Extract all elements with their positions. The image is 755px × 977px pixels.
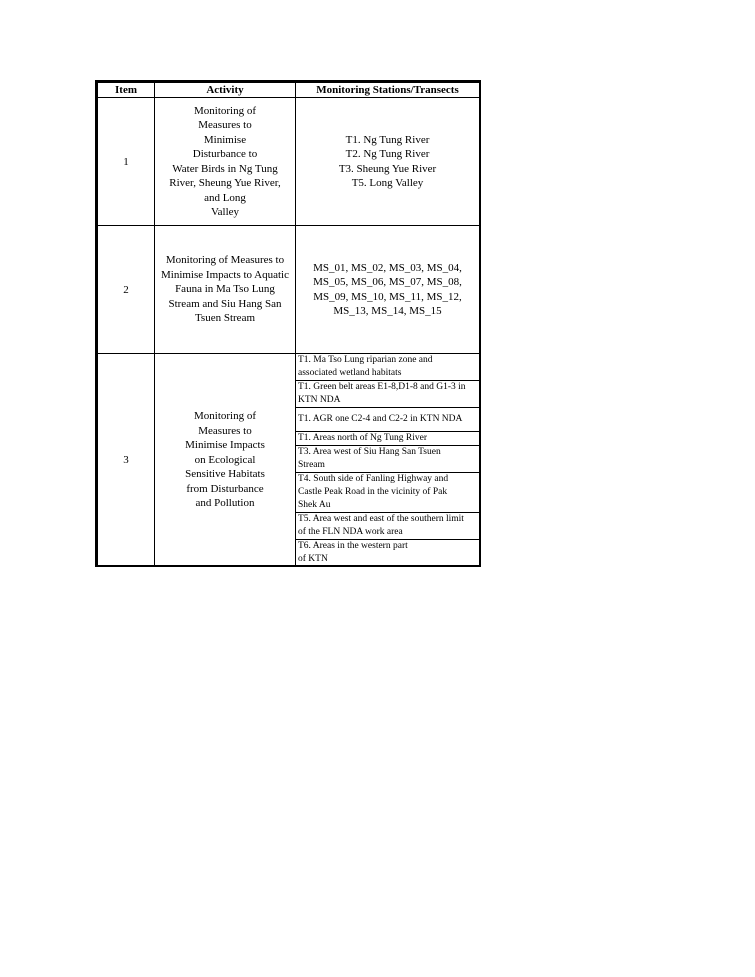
table-row	[98, 98, 480, 226]
activity-cell	[155, 226, 296, 354]
transect-line: T3. Area west of Siu Hang San Tsuen	[298, 447, 441, 457]
stations-cell	[296, 226, 480, 354]
activity-line: and Pollution	[195, 497, 255, 510]
transect-entry	[296, 473, 479, 513]
activity-line: Disturbance to	[192, 148, 258, 160]
monitoring-table	[97, 82, 480, 567]
transect-line: of KTN	[298, 554, 328, 564]
transect-entry	[296, 513, 479, 540]
activity-line: Monitoring of	[193, 104, 257, 117]
stations-cell	[296, 98, 480, 226]
transect-entry	[296, 446, 479, 473]
transect-line: Stream	[298, 460, 325, 470]
station-line: T3. Sheung Yue River	[338, 162, 437, 175]
station-line: MS_01, MS_02, MS_03, MS_04,	[313, 261, 462, 274]
activity-line: Stream and Siu Hang San	[168, 297, 282, 310]
activity-line: Valley	[210, 206, 240, 218]
activity-line: from Disturbance	[186, 482, 264, 495]
transect-line: Castle Peak Road in the vicinity of Pak	[298, 487, 448, 497]
header-item: Item	[98, 83, 155, 98]
table-row	[98, 354, 480, 567]
header-stations: Monitoring Stations/Transects	[296, 83, 480, 98]
activity-line: Minimise Impacts	[185, 439, 265, 452]
station-line: T1. Ng Tung River	[345, 133, 430, 146]
transect-line: T4. South side of Fanling Highway and	[298, 474, 449, 484]
transect-line: Shek Au	[298, 500, 331, 510]
transect-line: T6. Areas in the western part	[298, 541, 408, 551]
transect-entry	[296, 540, 479, 566]
transect-entry	[296, 354, 479, 381]
station-line: T5. Long Valley	[351, 177, 424, 189]
activity-line: Measures to	[198, 119, 252, 131]
transect-line: associated wetland habitats	[298, 368, 402, 378]
activity-line: Minimise Impacts to Aquatic	[160, 268, 289, 281]
activity-line: Water Birds in Ng Tung	[172, 162, 278, 175]
station-line: MS_09, MS_10, MS_11, MS_12,	[313, 290, 462, 303]
station-line: T2. Ng Tung River	[345, 148, 430, 160]
transect-line: T5. Area west and east of the southern limit	[298, 514, 464, 524]
transect-line: T1. Ma Tso Lung riparian zone and	[298, 355, 433, 365]
activity-line: Minimise	[203, 133, 247, 146]
activity-cell	[155, 98, 296, 226]
transect-line: T1. Green belt areas E1-8,D1-8 and G1-3 in	[298, 382, 466, 392]
activity-line: Tsuen Stream	[194, 312, 256, 325]
item-number: 3	[98, 354, 155, 567]
table-row	[98, 226, 480, 354]
table-header-row	[98, 83, 480, 98]
item-number: 1	[98, 98, 155, 226]
activity-line: Fauna in Ma Tso Lung	[175, 283, 275, 296]
transects-cell	[296, 354, 480, 567]
activity-line: Measures to	[198, 424, 252, 437]
transect-entry	[296, 408, 479, 432]
activity-line: River, Sheung Yue River,	[169, 177, 281, 189]
item-number: 2	[98, 226, 155, 354]
transect-entry	[296, 381, 479, 408]
transect-line: T1. AGR one C2-4 and C2-2 in KTN NDA	[298, 414, 463, 424]
header-activity: Activity	[155, 83, 296, 98]
transect-line: KTN NDA	[298, 395, 341, 405]
station-line: MS_05, MS_06, MS_07, MS_08,	[313, 276, 462, 288]
activity-line: Sensitive Habitats	[185, 468, 265, 481]
activity-line: Monitoring of	[193, 410, 257, 423]
activity-line: Monitoring of Measures to	[165, 254, 285, 267]
transect-line: T1. Areas north of Ng Tung River	[298, 433, 428, 443]
transect-line: of the FLN NDA work area	[298, 527, 403, 537]
activity-line: on Ecological	[194, 453, 256, 466]
transect-entry	[296, 432, 479, 446]
activity-line: and Long	[204, 191, 246, 204]
activity-cell	[155, 354, 296, 567]
station-line: MS_13, MS_14, MS_15	[333, 305, 442, 317]
